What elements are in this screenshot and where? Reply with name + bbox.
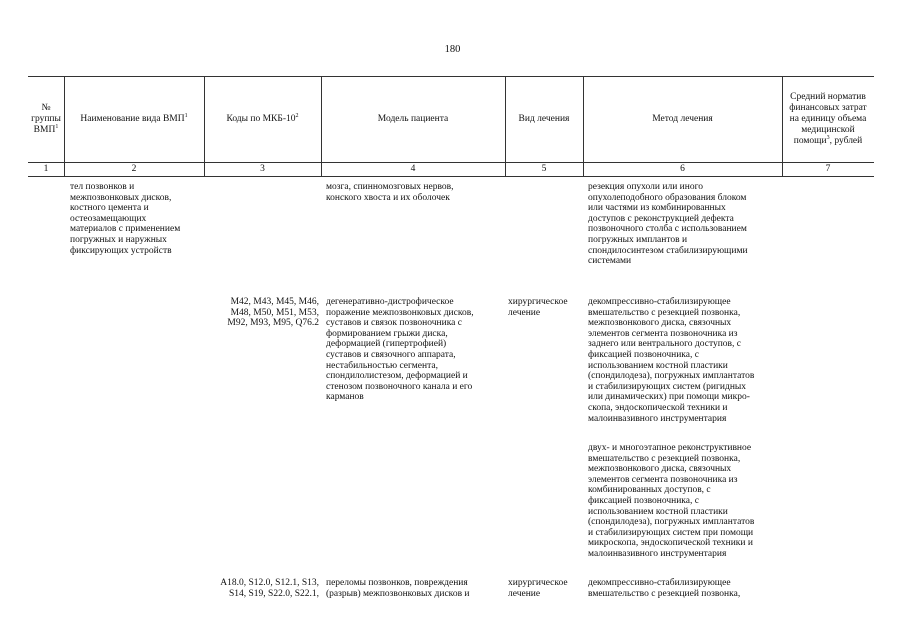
table-cell-treatment-method: резекция опухоли или иного опухолеподобного образования блоком или частями из комбинированных доступов с реконструкцией дефекта позвоночного столба с использованием погружных имплантов и спондилосинтезом стабилизирующими системами [588, 182, 748, 267]
table-cell-treatment-method: декомпрессивно-стабилизирующее вмешательство с резекцией позвонка, межпозвонкового диска, связочных элементов сегмента позвоночника из заднего или вентрального доступов, с фиксацией позвоночника, с использованием костной пластики (спондилодеза), погружных имплантатов и стабилизирующих систем (ригидных или динамических) при помощи микро- скопа, эндоскопической техники и малоинвазивного инструментария [588, 297, 755, 424]
column-number: 7 [825, 164, 831, 174]
table-cell-treatment-type: хирургическое лечение [508, 578, 568, 599]
header-patient-model: Модель пациента [377, 113, 449, 124]
table-cell-icd-codes: A18.0, S12.0, S12.1, S13, S14, S19, S22.0, S22.1, [220, 578, 319, 599]
header-group-number: № группы ВМП$^1$ [31, 102, 61, 135]
column-number: 6 [680, 164, 685, 174]
table-cell-patient-model: мозга, спинномозговых нервов, конского хвоста и их оболочек [326, 182, 454, 203]
table-cell-icd-codes: M42, M43, M45, M46, M48, M50, M51, M53, M92, M93, M95, Q76.2 [227, 297, 319, 329]
column-numbers-rule [28, 176, 874, 177]
column-divider [782, 76, 783, 176]
table-cell-vmp-name: тел позвонков и межпозвонковых дисков, костного цемента и остеозамещающих материалов с применением погружных и наружных фиксирующих устройств [70, 182, 181, 256]
header-average-cost: Средний норматив финансовых затрат на единицу объема медицинской помощи$^3$, рублей [789, 91, 867, 146]
column-number: 1 [43, 164, 49, 174]
table-header-rule [28, 162, 874, 163]
table-cell-treatment-type: хирургическое лечение [508, 297, 568, 318]
header-vmp-name: Наименование вида ВМП$^1$ [80, 112, 188, 124]
table-cell-patient-model: дегенеративно-дистрофическое поражение межпозвонковых дисков, суставов и связок позвоночника с формированием грыжи диска, деформацией (гипертрофией) суставов и связочного аппарата, нестабильностью сегмента, спондилолистезом, деформацией и стенозом позвоночного канала и его карманов [326, 297, 474, 403]
table-cell-treatment-method: декомпрессивно-стабилизирующее вмешательство с резекцией позвонка, [588, 578, 741, 599]
table-cell-treatment-method: двух- и многоэтапное реконструктивное вмешательство с резекцией позвонка, межпозвонкового диска, связочных элементов сегмента позвоночника из комбинированных доступов, с фиксацией позвоночника, с использованием костной пластики (спондилодеза), погружных имплантатов и стабилизирующих систем при помощи микроскопа, эндоскопической техники и малоинвазивного инструментария [588, 443, 755, 559]
column-number: 3 [260, 164, 265, 174]
page-number: 180 [444, 44, 461, 55]
column-number: 4 [410, 164, 416, 174]
header-treatment-type: Вид лечения [518, 113, 570, 124]
header-treatment-method: Метод лечения [652, 113, 713, 124]
table-cell-patient-model: переломы позвонков, повреждения (разрыв) межпозвонковых дисков и [326, 578, 470, 599]
column-number: 5 [541, 164, 547, 174]
column-number: 2 [131, 164, 137, 174]
header-icd-codes: Коды по МКБ-$10^2$ [226, 112, 299, 124]
